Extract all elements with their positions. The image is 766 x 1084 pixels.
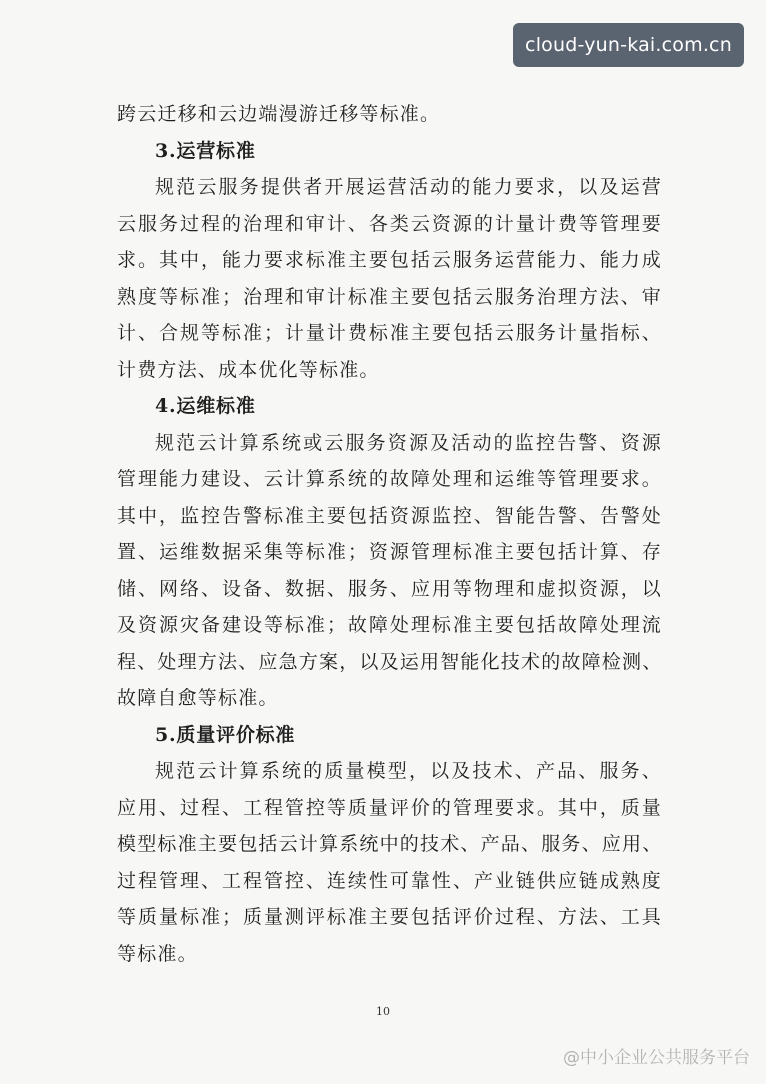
section-4-heading: 4.运维标准: [155, 395, 256, 417]
section-5-line: 应用、过程、工程管控等质量评价的管理要求。其中，质量: [117, 796, 662, 819]
section-3-line: 熟度等标准；治理和审计标准主要包括云服务治理方法、审: [117, 285, 662, 308]
section-3-line: 规范云服务提供者开展运营活动的能力要求，以及运营: [155, 176, 662, 198]
site-badge: cloud-yun-kai.com.cn: [513, 23, 744, 67]
section-4-line: 规范云计算系统或云服务资源及活动的监控告警、资源: [155, 431, 662, 454]
section-3-line: 计、合规等标准；计量计费标准主要包括云服务计量指标、: [117, 322, 662, 344]
section-3-line: 计费方法、成本优化等标准。: [117, 358, 380, 381]
section-3-line: 云服务过程的治理和审计、各类云资源的计量计费等管理要: [117, 212, 662, 235]
section-4-line: 程、处理方法、应急方案，以及运用智能化技术的故障检测、: [117, 650, 663, 673]
section-4-line: 置、运维数据采集等标准；资源管理标准主要包括计算、存: [117, 541, 662, 563]
section-5-line: 等质量标准；质量测评标准主要包括评价过程、方法、工具: [117, 906, 662, 928]
section-5-line: 过程管理、工程管控、连续性可靠性、产业链供应链成熟度: [117, 869, 662, 892]
section-5-line: 规范云计算系统的质量模型，以及技术、产品、服务、: [155, 760, 662, 782]
section-4-line: 及资源灾备建设等标准；故障处理标准主要包括故障处理流: [117, 614, 662, 636]
section-5-line: 等标准。: [117, 942, 198, 965]
section-4-line: 故障自愈等标准。: [117, 687, 279, 709]
section-4-line: 其中，监控告警标准主要包括资源监控、智能告警、告警处: [117, 504, 662, 527]
page-number: 10: [376, 1005, 390, 1018]
section-5-heading: 5.质量评价标准: [155, 723, 296, 746]
document-body: [117, 96, 662, 972]
section-3-heading: 3.运营标准: [155, 139, 256, 162]
watermark: @中小企业公共服务平台: [563, 1048, 750, 1068]
section-4-line: 储、网络、设备、数据、服务、应用等物理和虚拟资源，以: [117, 577, 662, 600]
section-5-line: 模型标准主要包括云计算系统中的技术、产品、服务、应用、: [117, 833, 663, 855]
intro-line: 跨云迁移和云边端漫游迁移等标准。: [117, 103, 441, 125]
section-4-line: 管理能力建设、云计算系统的故障处理和运维等管理要求。: [117, 468, 662, 490]
section-3-line: 求。其中，能力要求标准主要包括云服务运营能力、能力成: [117, 249, 662, 271]
